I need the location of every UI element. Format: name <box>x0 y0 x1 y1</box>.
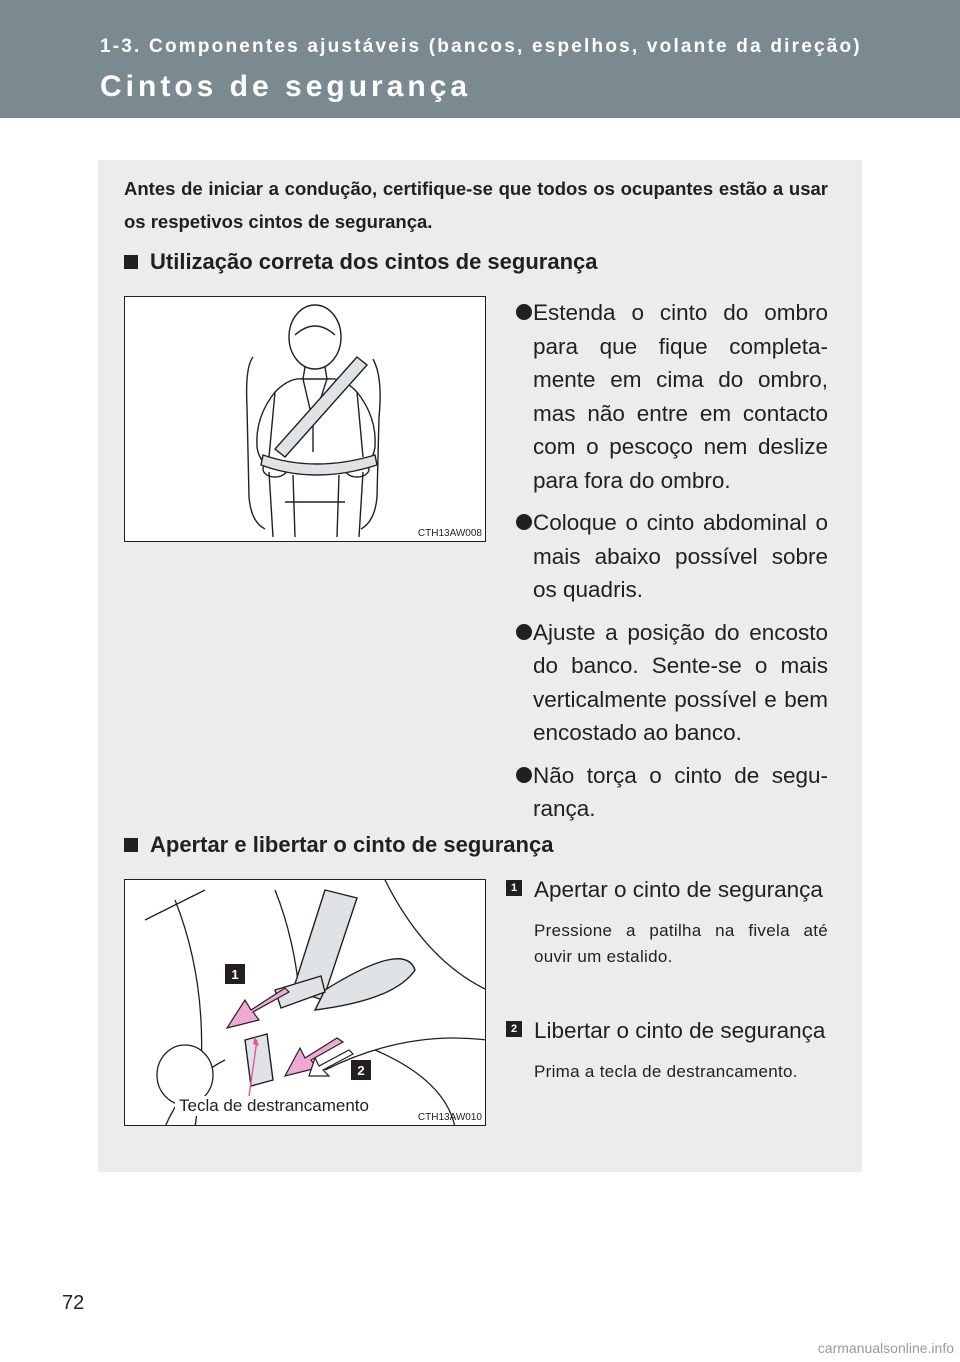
step-description: Pressione a patilha na fivela até ouvir um estalido. <box>534 921 828 966</box>
step-title-text: Libertar o cinto de segurança <box>534 1018 826 1043</box>
bullet-text: Estenda o cinto do ombro para que fique completamente em cima do ombro, mas não entre em contacto com o pescoço nem deslize para fora do ombro. <box>533 300 828 493</box>
section-heading-correct-use <box>124 249 597 275</box>
callout-1: 1 <box>231 967 239 982</box>
step-number-badge: 2 <box>506 1021 522 1037</box>
bullet-text: Coloque o cinto abdominal o mais abaixo possível sobre os quadris. <box>533 510 828 602</box>
correct-use-bullets <box>516 296 828 835</box>
list-item <box>516 296 828 497</box>
bullet-text: Não torça o cinto de segurança. <box>533 762 828 821</box>
figure-seated-occupant <box>124 296 486 542</box>
section-heading-text: Utilização correta dos cintos de segurança <box>150 249 598 274</box>
bullet-dot-icon <box>516 624 532 640</box>
step-title <box>506 1015 828 1047</box>
step-title <box>506 874 828 906</box>
figure-code: CTH13AW008 <box>417 528 482 539</box>
square-bullet-icon <box>124 838 138 852</box>
unlock-button-label: Tecla de destrancamento <box>175 1096 373 1116</box>
page-title: Cintos de segurança <box>100 70 472 103</box>
seated-occupant-illustration <box>125 297 486 542</box>
step-title-text: Apertar o cinto de segurança <box>534 877 823 902</box>
step-fasten <box>506 874 828 970</box>
step-number-badge: 1 <box>506 880 522 896</box>
section-path: 1-3. Componentes ajustáveis (bancos, espelhos, volante da direção) <box>100 36 862 57</box>
buckle-illustration <box>125 880 486 1126</box>
bullet-dot-icon <box>516 304 532 320</box>
watermark-text: carmanualsonline.info <box>817 1340 954 1356</box>
square-bullet-icon <box>124 255 138 269</box>
list-item <box>516 616 828 750</box>
page-number: 72 <box>62 1292 85 1314</box>
list-item <box>516 759 828 826</box>
chapter-header <box>0 0 960 118</box>
intro-text: Antes de iniciar a condução, certifique-se que todos os ocupantes estão a usar os respetivos cintos de segurança. <box>124 178 828 232</box>
step-release <box>506 1015 828 1085</box>
figure-code: CTH13AW010 <box>417 1112 482 1123</box>
section-heading-text: Apertar e libertar o cinto de segurança <box>150 832 554 857</box>
list-item <box>516 506 828 607</box>
step-description: Prima a tecla de destrancamento. <box>534 1062 798 1081</box>
section-heading-fasten-release <box>124 832 553 858</box>
bullet-dot-icon <box>516 514 532 530</box>
bullet-dot-icon <box>516 767 532 783</box>
figure-buckle <box>124 879 486 1126</box>
bullet-text: Ajuste a posição do encosto do banco. Sente-se o mais verticalmente possível e bem encostado ao banco. <box>533 619 828 745</box>
callout-2: 2 <box>357 1063 365 1078</box>
